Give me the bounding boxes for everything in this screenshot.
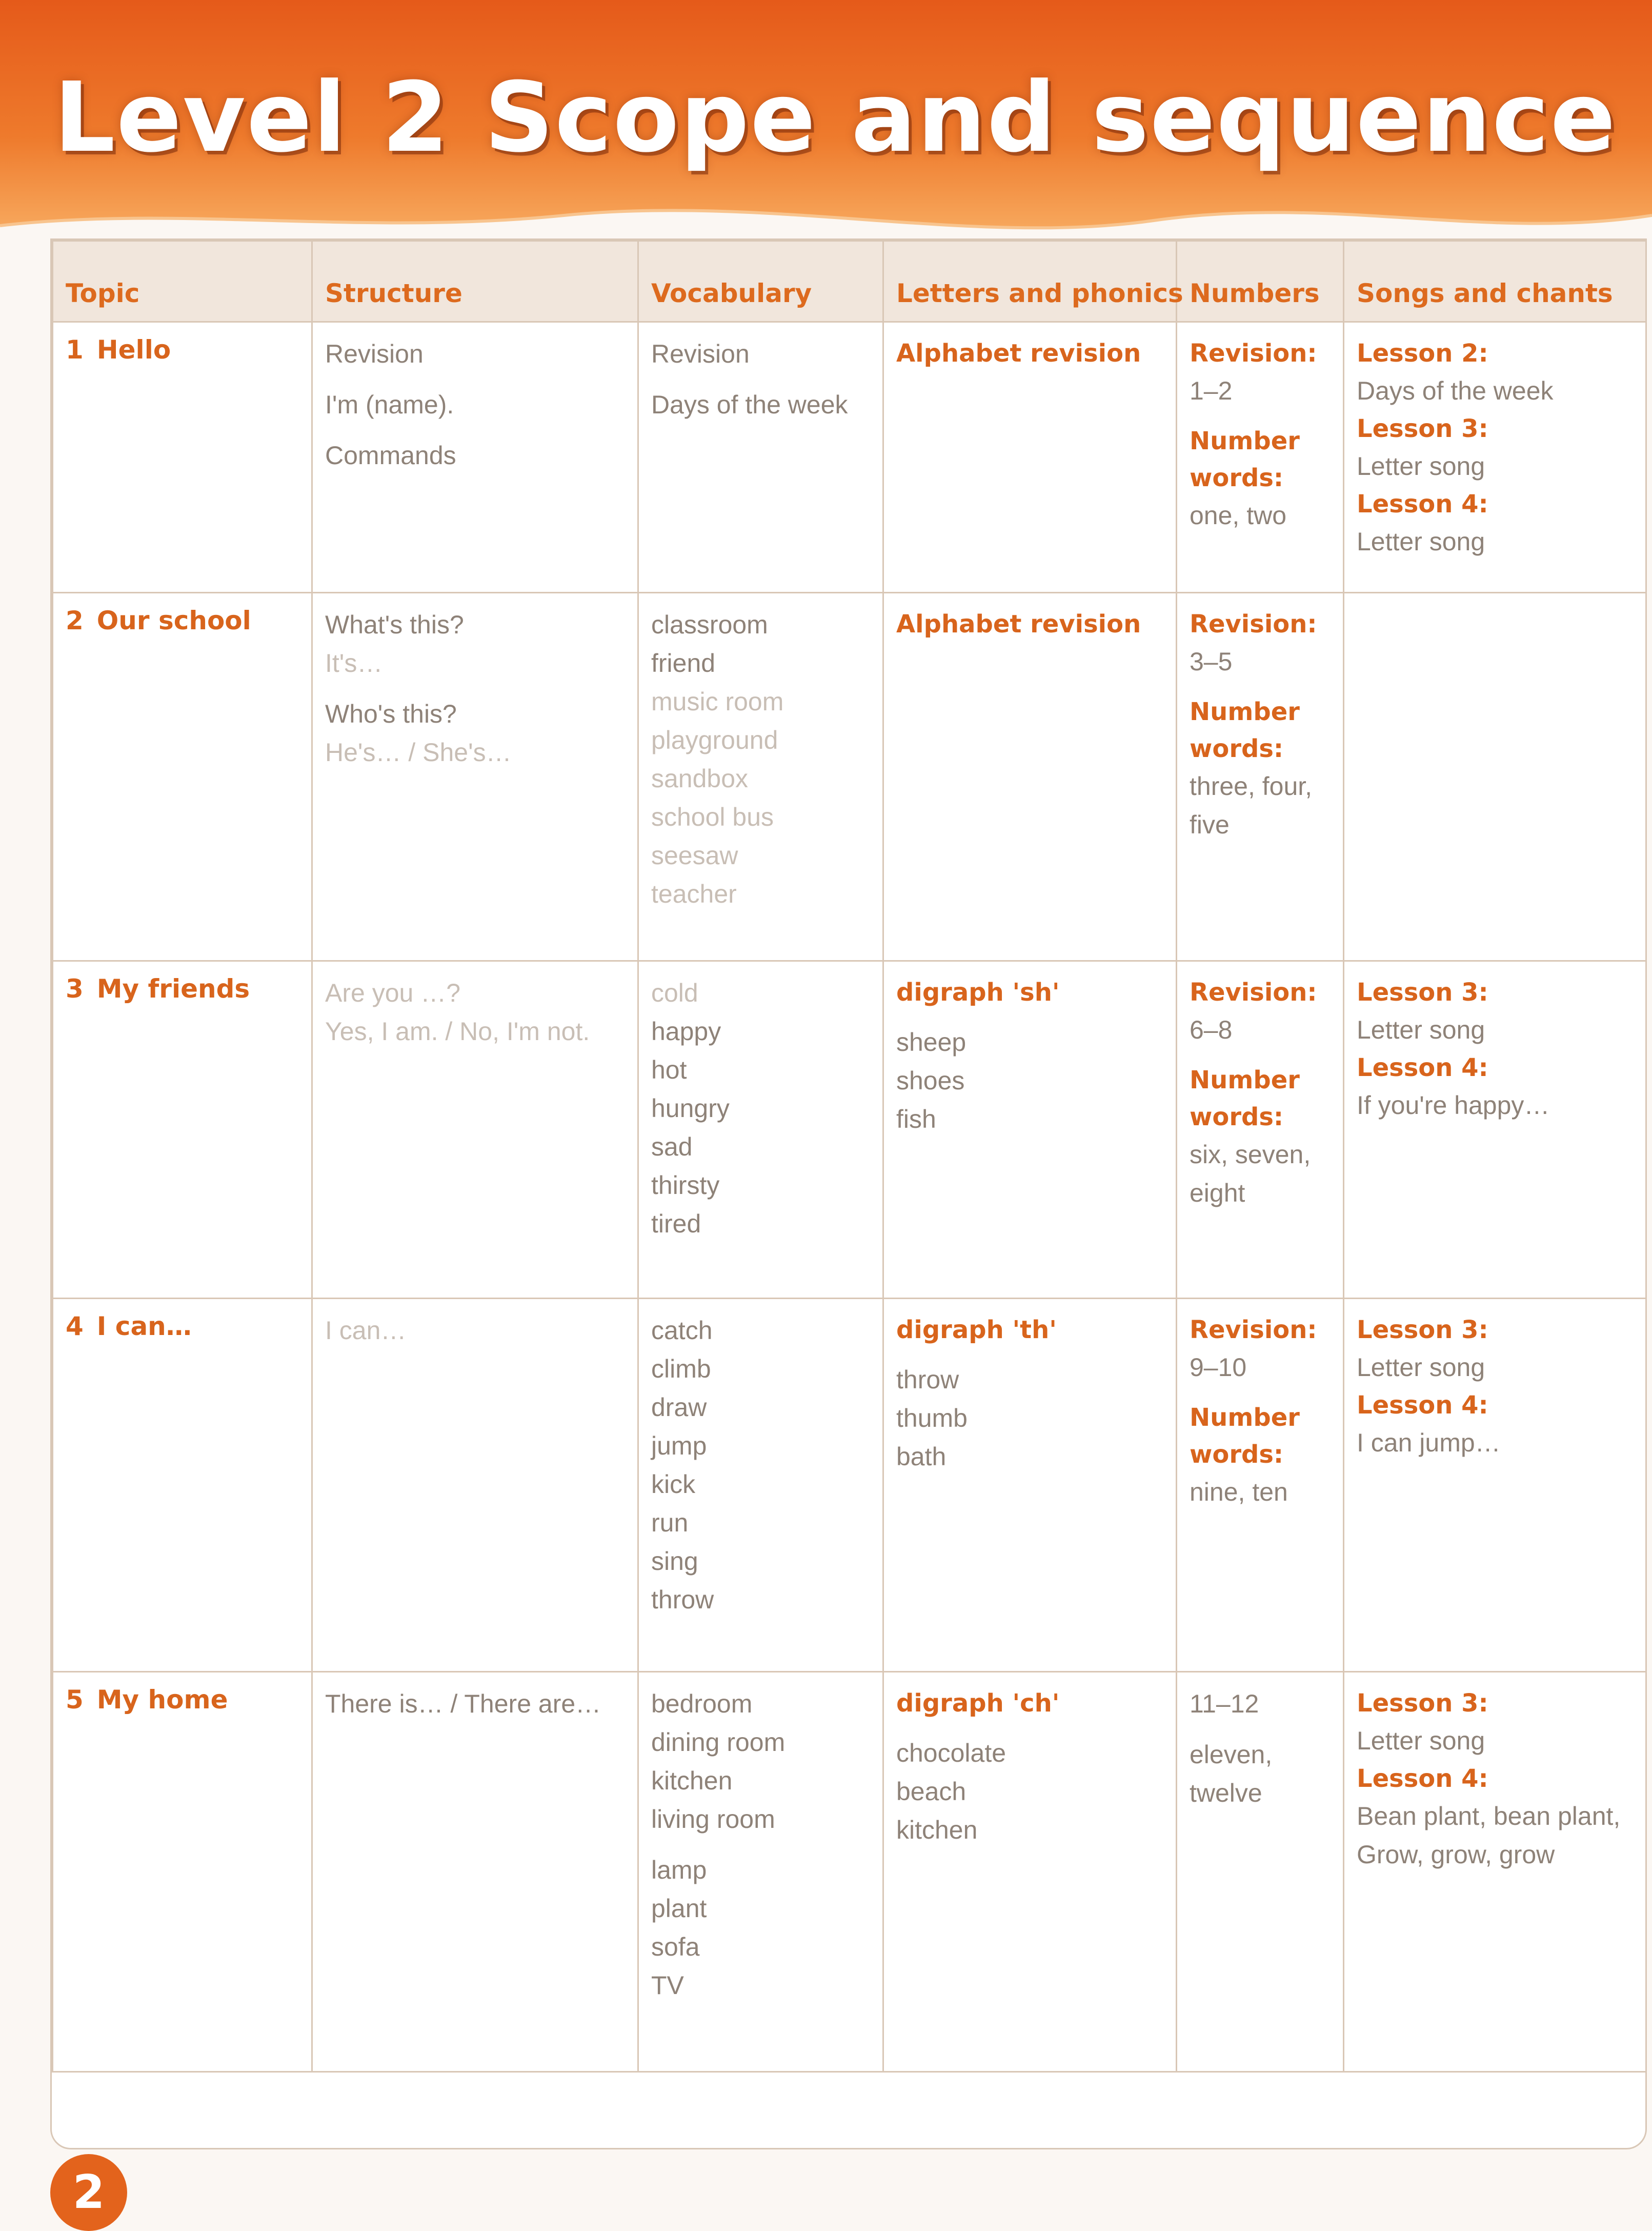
number-words: twelve (1190, 1779, 1262, 1807)
song-title: Bean plant, bean plant, (1357, 1802, 1621, 1830)
number-words: six, seven, (1190, 1140, 1311, 1169)
vocabulary-item: playground (651, 726, 778, 754)
topic-name: Our school (96, 606, 251, 635)
phonics-word: bath (896, 1442, 946, 1471)
phonics-word: beach (896, 1777, 966, 1806)
vocabulary-item: Revision (651, 340, 750, 368)
revision-range: 6–8 (1190, 1015, 1233, 1044)
vocabulary-cell (638, 322, 883, 593)
vocabulary-item: sing (651, 1547, 698, 1576)
vocabulary-item: living room (651, 1805, 775, 1834)
structure-line: It's… (325, 649, 383, 678)
structure-cell (312, 1299, 638, 1672)
number-words-label: Number (1190, 1403, 1300, 1432)
songs-cell (1344, 961, 1646, 1299)
vocabulary-item: hot (651, 1055, 687, 1084)
vocabulary-item: Days of the week (651, 390, 848, 419)
structure-line: Who's this? (325, 700, 457, 728)
header-songs-chants: Songs and chants (1344, 241, 1646, 322)
structure-line: There is… / There are… (325, 1689, 601, 1718)
number-words-label: words: (1190, 1440, 1284, 1469)
structure-line: Revision (325, 340, 424, 368)
lesson-label: Lesson 2: (1357, 339, 1488, 368)
phonics-word: thumb (896, 1404, 968, 1432)
lesson-label: Lesson 3: (1357, 414, 1488, 443)
page-title: Level 2 Scope and sequence (54, 62, 1617, 174)
numbers-cell (1177, 1672, 1344, 2072)
vocabulary-item: happy (651, 1017, 721, 1046)
lesson-label: Lesson 4: (1357, 1764, 1488, 1793)
table-row (53, 322, 1646, 593)
number-words-label: Number (1190, 698, 1300, 726)
topic-number: 2 (66, 606, 84, 635)
vocabulary-item: classroom (651, 610, 768, 639)
number-words-label: words: (1190, 464, 1284, 492)
song-title: Days of the week (1357, 376, 1554, 405)
song-title: I can jump… (1357, 1428, 1501, 1457)
vocabulary-cell (638, 1299, 883, 1672)
structure-line: He's… / She's… (325, 738, 512, 767)
number-words-label: Number (1190, 427, 1300, 455)
vocabulary-item: catch (651, 1316, 713, 1345)
vocabulary-item: plant (651, 1894, 707, 1923)
numbers-cell (1177, 1299, 1344, 1672)
structure-cell (312, 961, 638, 1299)
topic-cell (53, 1672, 312, 2072)
revision-range: 1–2 (1190, 376, 1233, 405)
revision-label: Revision: (1190, 1316, 1317, 1344)
table-row (53, 593, 1646, 961)
title-banner (0, 0, 1652, 267)
lesson-label: Lesson 4: (1357, 1391, 1488, 1420)
topic-name: I can… (96, 1311, 192, 1341)
vocabulary-item: throw (651, 1585, 714, 1614)
table-row (53, 961, 1646, 1299)
song-title: Letter song (1357, 1726, 1485, 1755)
phonics-cell (883, 961, 1177, 1299)
lesson-label: Lesson 3: (1357, 1689, 1488, 1718)
phonics-word: throw (896, 1365, 959, 1394)
numbers-cell (1177, 593, 1344, 961)
phonics-word: kitchen (896, 1816, 978, 1844)
phonics-word: chocolate (896, 1739, 1006, 1767)
structure-cell (312, 593, 638, 961)
numbers-cell (1177, 322, 1344, 593)
topic-number: 4 (66, 1311, 84, 1341)
structure-cell (312, 1672, 638, 2072)
structure-line: I can… (325, 1316, 407, 1345)
lesson-label: Lesson 3: (1357, 978, 1488, 1007)
page-number: 2 (72, 2165, 105, 2219)
header-letters-phonics: Letters and phonics (883, 241, 1177, 322)
phonics-title: digraph 'ch' (896, 1689, 1060, 1718)
vocabulary-cell (638, 961, 883, 1299)
vocabulary-item: sandbox (651, 764, 749, 793)
topic-number: 5 (66, 1685, 84, 1715)
song-title: Grow, grow, grow (1357, 1840, 1555, 1869)
table-row (53, 1672, 1646, 2072)
table-row (53, 1299, 1646, 1672)
song-title: If you're happy… (1357, 1091, 1550, 1120)
vocabulary-item: tired (651, 1209, 701, 1238)
topic-number: 1 (66, 335, 84, 365)
song-title: Letter song (1357, 452, 1485, 481)
phonics-cell (883, 322, 1177, 593)
number-words: nine, ten (1190, 1478, 1288, 1506)
vocabulary-item: teacher (651, 880, 737, 908)
phonics-title: Alphabet revision (896, 610, 1141, 639)
phonics-word: sheep (896, 1028, 966, 1057)
vocabulary-cell (638, 1672, 883, 2072)
vocabulary-item: school bus (651, 803, 774, 831)
vocabulary-item: seesaw (651, 841, 738, 870)
structure-cell (312, 322, 638, 593)
songs-cell (1344, 593, 1646, 961)
song-title: Letter song (1357, 527, 1485, 556)
phonics-cell (883, 1672, 1177, 2072)
phonics-title: digraph 'th' (896, 1316, 1057, 1344)
header-row (53, 241, 1646, 322)
revision-label: Revision: (1190, 610, 1317, 639)
revision-label: Revision: (1190, 339, 1317, 368)
lesson-label: Lesson 4: (1357, 490, 1488, 519)
vocabulary-item: climb (651, 1354, 711, 1383)
header-topic: Topic (53, 241, 312, 322)
phonics-word: shoes (896, 1066, 965, 1095)
vocabulary-item: thirsty (651, 1171, 720, 1200)
songs-cell (1344, 322, 1646, 593)
phonics-title: digraph 'sh' (896, 978, 1060, 1007)
vocabulary-item: music room (651, 687, 784, 716)
songs-cell (1344, 1672, 1646, 2072)
topic-name: Hello (96, 335, 171, 365)
numbers-cell (1177, 961, 1344, 1299)
vocabulary-item: bedroom (651, 1689, 753, 1718)
song-title: Letter song (1357, 1015, 1485, 1044)
vocabulary-item: sad (651, 1132, 693, 1161)
number-range: 11–12 (1190, 1689, 1259, 1718)
vocabulary-item: kick (651, 1470, 696, 1499)
vocabulary-item: TV (651, 1971, 684, 2000)
vocabulary-item: sofa (651, 1933, 700, 1961)
number-words: one, two (1190, 501, 1287, 530)
scope-sequence-table (50, 238, 1647, 2149)
revision-label: Revision: (1190, 978, 1317, 1007)
phonics-title: Alphabet revision (896, 339, 1141, 368)
topic-name: My friends (96, 974, 250, 1004)
topic-cell (53, 593, 312, 961)
vocabulary-item: dining room (651, 1728, 785, 1757)
structure-line: What's this? (325, 610, 464, 639)
number-words: eight (1190, 1179, 1245, 1207)
revision-range: 3–5 (1190, 647, 1233, 676)
structure-line: Commands (325, 441, 456, 470)
lesson-label: Lesson 4: (1357, 1053, 1488, 1082)
phonics-word: fish (896, 1105, 936, 1133)
page-number-badge (50, 2154, 127, 2231)
vocabulary-item: draw (651, 1393, 707, 1422)
topic-cell (53, 1299, 312, 1672)
topic-cell (53, 961, 312, 1299)
number-words-label: words: (1190, 1103, 1284, 1131)
lesson-label: Lesson 3: (1357, 1316, 1488, 1344)
topic-cell (53, 322, 312, 593)
vocabulary-item: lamp (651, 1856, 707, 1884)
revision-range: 9–10 (1190, 1353, 1247, 1382)
vocabulary-item: run (651, 1508, 689, 1537)
vocabulary-cell (638, 593, 883, 961)
number-words-label: Number (1190, 1066, 1300, 1094)
structure-line: Are you …? (325, 979, 461, 1007)
vocabulary-item: kitchen (651, 1766, 733, 1795)
song-title: Letter song (1357, 1353, 1485, 1382)
header-vocabulary: Vocabulary (638, 241, 883, 322)
vocabulary-item: hungry (651, 1094, 730, 1123)
phonics-cell (883, 1299, 1177, 1672)
number-words-label: words: (1190, 734, 1284, 763)
topic-number: 3 (66, 974, 84, 1004)
topic-name: My home (96, 1685, 228, 1715)
structure-line: Yes, I am. / No, I'm not. (325, 1017, 590, 1046)
songs-cell (1344, 1299, 1646, 1672)
vocabulary-item: friend (651, 649, 716, 678)
header-numbers: Numbers (1177, 241, 1344, 322)
structure-line: I'm (name). (325, 390, 454, 419)
number-words: eleven, (1190, 1740, 1273, 1769)
vocabulary-item: cold (651, 979, 698, 1007)
number-words: five (1190, 810, 1230, 839)
vocabulary-item: jump (651, 1431, 707, 1460)
number-words: three, four, (1190, 772, 1313, 801)
phonics-cell (883, 593, 1177, 961)
header-structure: Structure (312, 241, 638, 322)
